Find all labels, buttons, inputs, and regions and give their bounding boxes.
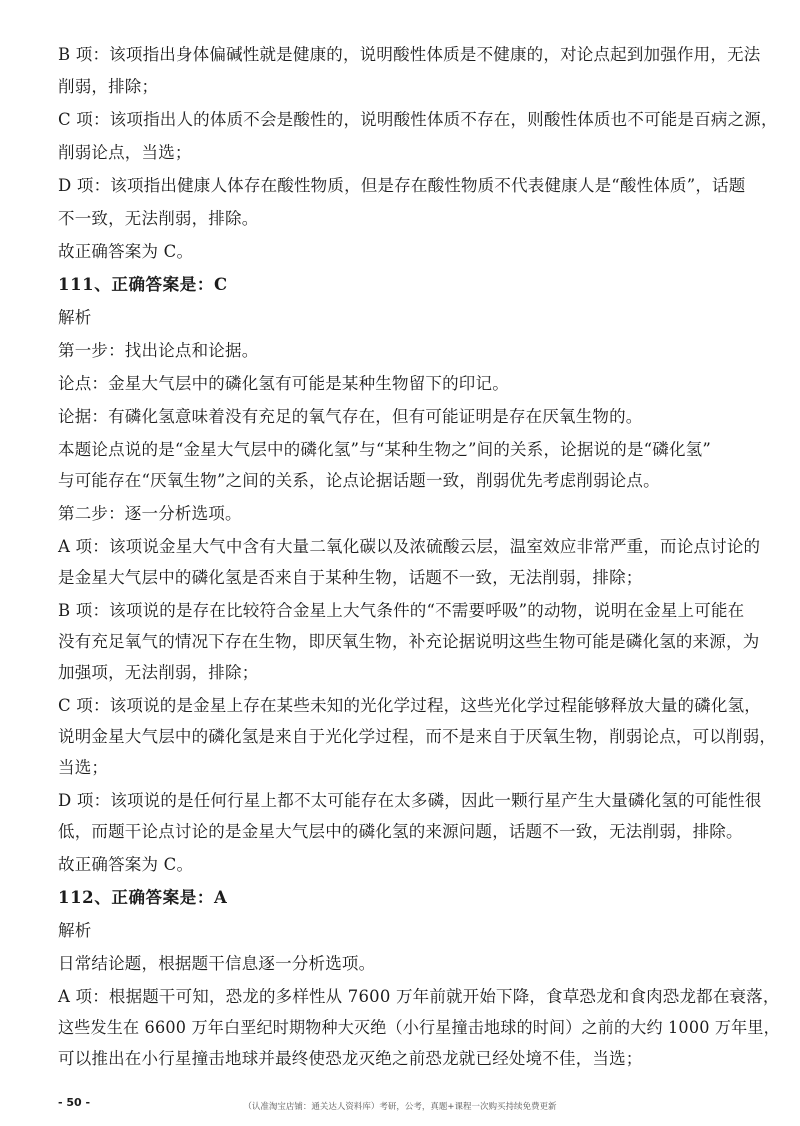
text-line: B 项：该项指出身体偏碱性就是健康的，说明酸性体质是不健康的，对论点起到加强作用，无法 bbox=[58, 45, 761, 64]
text-line: C 项：该项说的是金星上存在某些未知的光化学过程，这些光化学过程能够释放大量的磷化氢， bbox=[58, 696, 761, 715]
text-line: A 项：该项说金星大气中含有大量二氧化碳以及浓硫酸云层，温室效应非常严重，而论点讨论的 bbox=[58, 537, 761, 556]
text-line: C 项：该项指出人的体质不会是酸性的，说明酸性体质不存在，则酸性体质也不可能是百病之源， bbox=[58, 110, 778, 129]
text-line: 论据：有磷化氢意味着没有充足的氧气存在，但有可能证明是存在厌氧生物的。 bbox=[58, 407, 643, 426]
text-line: 第二步：逐一分析选项。 bbox=[58, 504, 242, 523]
text-line: D 项：该项指出健康人体存在酸性物质，但是存在酸性物质不代表健康人是“酸性体质”，话题 bbox=[58, 176, 746, 195]
text-line: 本题论点说的是“金星大气层中的磷化氢”与“某种生物之”间的关系，论据说的是“磷化氢” bbox=[58, 440, 712, 459]
answer-heading: 112、正确答案是：A bbox=[58, 888, 228, 907]
analysis-label: 解析 bbox=[58, 921, 92, 940]
text-line: 不一致，无法削弱，排除。 bbox=[58, 209, 259, 228]
text-line: D 项：该项说的是任何行星上都不太可能存在太多磷，因此一颗行星产生大量磷化氢的可能性很 bbox=[58, 791, 762, 810]
text-line: 可以推出在小行星撞击地球并最终使恐龙灭绝之前恐龙就已经处境不佳，当选； bbox=[58, 1049, 643, 1068]
text-line: 削弱，排除； bbox=[58, 77, 159, 96]
text-line: 削弱论点，当选； bbox=[58, 143, 192, 162]
footer-note: （认准淘宝店铺：通关达人资料库）考研，公考，真题+课程一次购买持续免费更新 bbox=[243, 1102, 557, 1112]
text-line: 故正确答案为 C。 bbox=[58, 855, 194, 874]
text-line: 加强项，无法削弱，排除； bbox=[58, 663, 259, 682]
text-line: B 项：该项说的是存在比较符合金星上大气条件的“不需要呼吸”的动物，说明在金星上可能在 bbox=[58, 601, 745, 620]
text-line: 当选； bbox=[58, 758, 109, 777]
text-line: 第一步：找出论点和论据。 bbox=[58, 341, 259, 360]
page-number: - 50 - bbox=[58, 1096, 91, 1109]
text-line: 这些发生在 6600 万年白垩纪时期物种大灭绝（小行星撞击地球的时间）之前的大约 1000 万年里， bbox=[58, 1018, 780, 1037]
text-line: 故正确答案为 C。 bbox=[58, 242, 194, 261]
text-line: 是金星大气层中的磷化氢是否来自于某种生物，话题不一致，无法削弱，排除； bbox=[58, 568, 643, 587]
text-line: 论点：金星大气层中的磷化氢有可能是某种生物留下的印记。 bbox=[58, 374, 509, 393]
text-line: A 项：根据题干可知，恐龙的多样性从 7600 万年前就开始下降，食草恐龙和食肉恐龙都在衰落， bbox=[58, 987, 780, 1006]
text-line: 没有充足氧气的情况下存在生物，即厌氧生物，补充论据说明这些生物可能是磷化氢的来源，为 bbox=[58, 632, 760, 651]
text-line: 与可能存在“厌氧生物”之间的关系，论点论据话题一致，削弱优先考虑削弱论点。 bbox=[58, 471, 660, 490]
answer-heading: 111、正确答案是：C bbox=[58, 275, 228, 294]
text-line: 低，而题干论点讨论的是金星大气层中的磷化氢的来源问题，话题不一致，无法削弱，排除。 bbox=[58, 822, 743, 841]
text-line: 说明金星大气层中的磷化氢是来自于光化学过程，而不是来自于厌氧生物，削弱论点，可以削弱， bbox=[58, 727, 777, 746]
analysis-label: 解析 bbox=[58, 308, 92, 327]
text-line: 日常结论题，根据题干信息逐一分析选项。 bbox=[58, 954, 376, 973]
